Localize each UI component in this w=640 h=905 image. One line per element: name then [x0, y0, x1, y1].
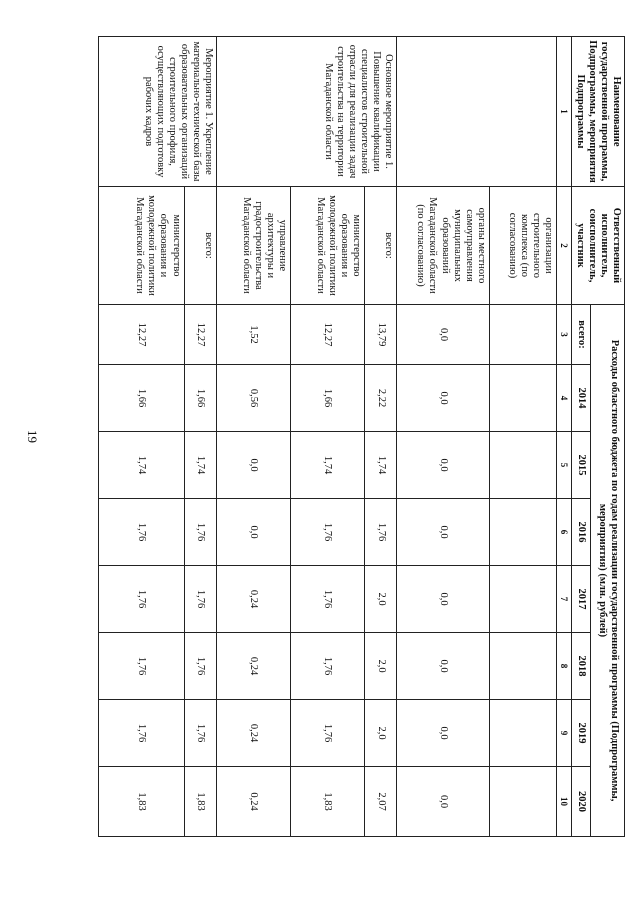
row-value-cell: 0,0 [397, 566, 489, 633]
row-responsible-cell: министерство образования и молодежной политики Магаданской области [290, 187, 364, 305]
header-year: 2019 [571, 700, 591, 767]
row-value-cell: 0,0 [397, 432, 489, 499]
row-value-cell: 1,74 [98, 432, 184, 499]
header-total: всего: [571, 305, 591, 365]
row-name-cell: Мероприятие 1. Укрепление материально-технической базы образовательных организаций строительного профиля, осуществляющих подготовку рабочих кадров [98, 37, 216, 187]
row-responsible-cell: управление архитектуры и градостроительства Магаданской области [216, 187, 290, 305]
row-value-cell [489, 566, 556, 633]
row-value-cell [489, 700, 556, 767]
row-responsible-cell: всего: [184, 187, 216, 305]
header-expenses-group: Расходы областного бюджета по годам реализации государственной программы (Подпрограммы, мероприятия) (млн. рублей) [591, 305, 625, 837]
index-cell: 6 [556, 499, 571, 566]
program-expenses-table [98, 36, 625, 837]
row-value-cell: 1,76 [290, 633, 364, 700]
row-value-cell [489, 499, 556, 566]
row-value-cell: 1,76 [290, 499, 364, 566]
row-value-cell: 1,66 [184, 365, 216, 432]
row-value-cell: 2,0 [364, 566, 396, 633]
row-value-cell: 1,83 [290, 767, 364, 837]
row-value-cell: 1,76 [184, 566, 216, 633]
header-year: 2018 [571, 633, 591, 700]
row-value-cell: 2,0 [364, 633, 396, 700]
row-responsible-cell: министерство образования и молодежной политики Магаданской области [98, 187, 184, 305]
index-cell: 10 [556, 767, 571, 837]
row-value-cell: 2,22 [364, 365, 396, 432]
index-cell: 5 [556, 432, 571, 499]
header-year: 2014 [571, 365, 591, 432]
header-name: Наименование государственной программы, Подпрограммы, мероприятия Подпрограммы [571, 37, 624, 187]
row-value-cell: 1,76 [98, 633, 184, 700]
row-value-cell: 0,0 [397, 700, 489, 767]
table-row [364, 37, 396, 837]
row-value-cell: 1,76 [98, 700, 184, 767]
index-cell: 3 [556, 305, 571, 365]
header-index-row [556, 37, 571, 837]
row-value-cell: 1,66 [290, 365, 364, 432]
row-value-cell: 0,24 [216, 633, 290, 700]
row-value-cell: 0,0 [216, 499, 290, 566]
header-year: 2016 [571, 499, 591, 566]
row-value-cell: 1,76 [290, 566, 364, 633]
index-cell: 4 [556, 365, 571, 432]
row-value-cell: 0,24 [216, 767, 290, 837]
row-value-cell: 0,0 [216, 432, 290, 499]
row-name-cell [397, 37, 557, 187]
row-value-cell: 1,83 [184, 767, 216, 837]
header-responsible: Ответственный исполнитель, соисполнитель, участник [571, 187, 624, 305]
row-value-cell: 1,74 [184, 432, 216, 499]
row-value-cell: 0,0 [397, 305, 489, 365]
row-responsible-cell: организации строительного комплекса (по согласованию) [489, 187, 556, 305]
row-value-cell: 2,07 [364, 767, 396, 837]
row-value-cell [489, 432, 556, 499]
row-value-cell: 12,27 [98, 305, 184, 365]
table-row [184, 37, 216, 837]
row-value-cell [489, 633, 556, 700]
index-cell: 2 [556, 187, 571, 305]
row-value-cell: 0,56 [216, 365, 290, 432]
row-value-cell: 1,76 [184, 633, 216, 700]
row-value-cell: 0,0 [397, 365, 489, 432]
header-year: 2015 [571, 432, 591, 499]
header-year: 2020 [571, 767, 591, 837]
row-value-cell: 0,0 [397, 499, 489, 566]
row-value-cell: 1,74 [290, 432, 364, 499]
row-value-cell: 1,66 [98, 365, 184, 432]
index-cell: 9 [556, 700, 571, 767]
index-cell: 1 [556, 37, 571, 187]
row-responsible-cell: органы местного самоуправления муниципальных образований Магаданской области (по согласованию) [397, 187, 489, 305]
row-responsible-cell: всего: [364, 187, 396, 305]
page-number: 19 [25, 430, 40, 443]
index-cell: 8 [556, 633, 571, 700]
row-value-cell: 1,76 [184, 499, 216, 566]
row-value-cell: 12,27 [290, 305, 364, 365]
row-value-cell: 1,76 [184, 700, 216, 767]
row-value-cell: 0,24 [216, 566, 290, 633]
row-value-cell: 0,24 [216, 700, 290, 767]
row-value-cell: 1,76 [98, 566, 184, 633]
row-value-cell: 1,74 [364, 432, 396, 499]
row-value-cell: 2,0 [364, 700, 396, 767]
row-value-cell: 1,76 [364, 499, 396, 566]
header-row-main [591, 37, 625, 837]
index-cell: 7 [556, 566, 571, 633]
row-value-cell: 12,27 [184, 305, 216, 365]
row-value-cell [489, 305, 556, 365]
row-value-cell: 1,52 [216, 305, 290, 365]
row-value-cell: 1,83 [98, 767, 184, 837]
rotated-table-wrapper [105, 36, 625, 836]
row-value-cell: 13,79 [364, 305, 396, 365]
row-value-cell [489, 365, 556, 432]
row-value-cell: 0,0 [397, 633, 489, 700]
row-value-cell [489, 767, 556, 837]
row-value-cell: 1,76 [98, 499, 184, 566]
row-value-cell: 1,76 [290, 700, 364, 767]
table-row [489, 37, 556, 837]
header-year: 2017 [571, 566, 591, 633]
row-value-cell: 0,0 [397, 767, 489, 837]
row-name-cell: Основное мероприятие 1. Повышение квалификации специалистов строительной отрасли для реализации задач строительства на территории Магаданской области [216, 37, 396, 187]
